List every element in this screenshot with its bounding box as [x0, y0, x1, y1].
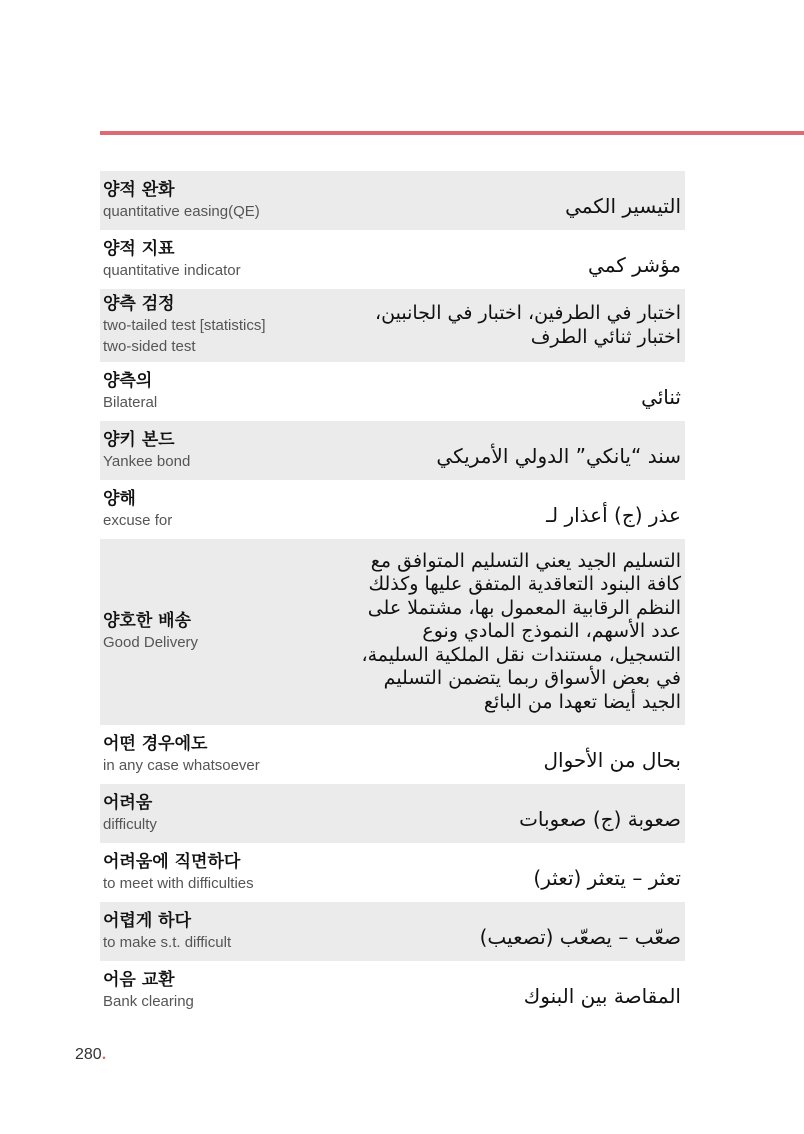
arabic-term: المقاصة بين البنوك — [523, 983, 681, 1008]
glossary-entry — [100, 230, 685, 289]
korean-term: 양적 지표 — [103, 238, 175, 259]
arabic-term: التيسير الكمي — [565, 193, 681, 218]
arabic-term: التسليم الجيد يعني التسليم المتوافق مع كافة البنود التعاقدية المتفق عليها وكذلك النظم الرقابية المعمول بها، مشتملا على عدد الأسهم، النموذج المادي ونوع التسجيل، مستندات نقل الملكية السليمة، في بعض الأسواق ربما يتضمن التسليم الجيد أيضا تعهدا من البائع — [361, 550, 681, 713]
english-term: to meet with difficulties — [103, 874, 254, 892]
arabic-term: تعثر – يتعثر (تعثر) — [533, 865, 681, 890]
glossary-entry — [100, 362, 685, 421]
korean-term: 양적 완화 — [103, 179, 175, 200]
glossary-entry — [100, 784, 685, 843]
korean-term: 어떤 경우에도 — [103, 733, 208, 754]
korean-term: 양측 검정 — [103, 294, 175, 314]
korean-term: 양해 — [103, 488, 136, 509]
arabic-term: اختبار في الطرفين، اختبار في الجانبين، اختبار ثنائي الطرف — [375, 302, 681, 348]
korean-term: 양키 본드 — [103, 429, 175, 450]
arabic-term: مؤشر كمي — [588, 252, 681, 277]
english-term: quantitative indicator — [103, 261, 241, 279]
english-term: in any case whatsoever — [103, 756, 260, 774]
korean-term: 어려움에 직면하다 — [103, 851, 241, 872]
korean-term: 어려움 — [103, 792, 153, 813]
glossary-entry — [100, 539, 685, 725]
korean-term: 양측의 — [103, 370, 153, 391]
header-rule — [100, 131, 804, 135]
arabic-term: سند “يانكي” الدولي الأمريكي — [436, 443, 681, 468]
arabic-term: ثنائي — [641, 384, 681, 409]
arabic-term: عذر (ج) أعذار لـ — [546, 502, 681, 527]
arabic-term: بحال من الأحوال — [543, 747, 681, 772]
english-term: Good Delivery — [103, 634, 199, 651]
glossary-entry — [100, 961, 685, 1020]
english-term: two-tailed test [statistics] — [103, 317, 266, 334]
glossary-entry — [100, 421, 685, 480]
english-term: excuse for — [103, 511, 173, 529]
korean-term: 어렵게 하다 — [103, 910, 192, 931]
glossary-entries — [100, 171, 685, 1020]
korean-term: 어음 교환 — [103, 969, 175, 990]
english-term: Yankee bond — [103, 452, 191, 470]
arabic-term: صعّب – يصعّب (تصعيب) — [479, 924, 681, 949]
korean-term: 양호한 배송 — [103, 611, 192, 631]
english-term: to make s.t. difficult — [103, 933, 232, 951]
page-number — [75, 1046, 106, 1064]
english-term: quantitative easing(QE) — [103, 202, 260, 220]
glossary-entry — [100, 725, 685, 784]
english-term: Bank clearing — [103, 992, 194, 1010]
arabic-term: صعوبة (ج) صعوبات — [519, 806, 681, 831]
english-term: difficulty — [103, 815, 157, 833]
page-number-value: 280 — [75, 1046, 102, 1063]
glossary-entry — [100, 843, 685, 902]
english-term: Bilateral — [103, 393, 158, 411]
glossary-entry — [100, 171, 685, 230]
page-number-mark: . — [101, 1046, 107, 1063]
glossary-entry — [100, 480, 685, 539]
glossary-entry — [100, 902, 685, 961]
glossary-entry — [100, 289, 685, 362]
english-term: two-sided test — [103, 338, 196, 355]
